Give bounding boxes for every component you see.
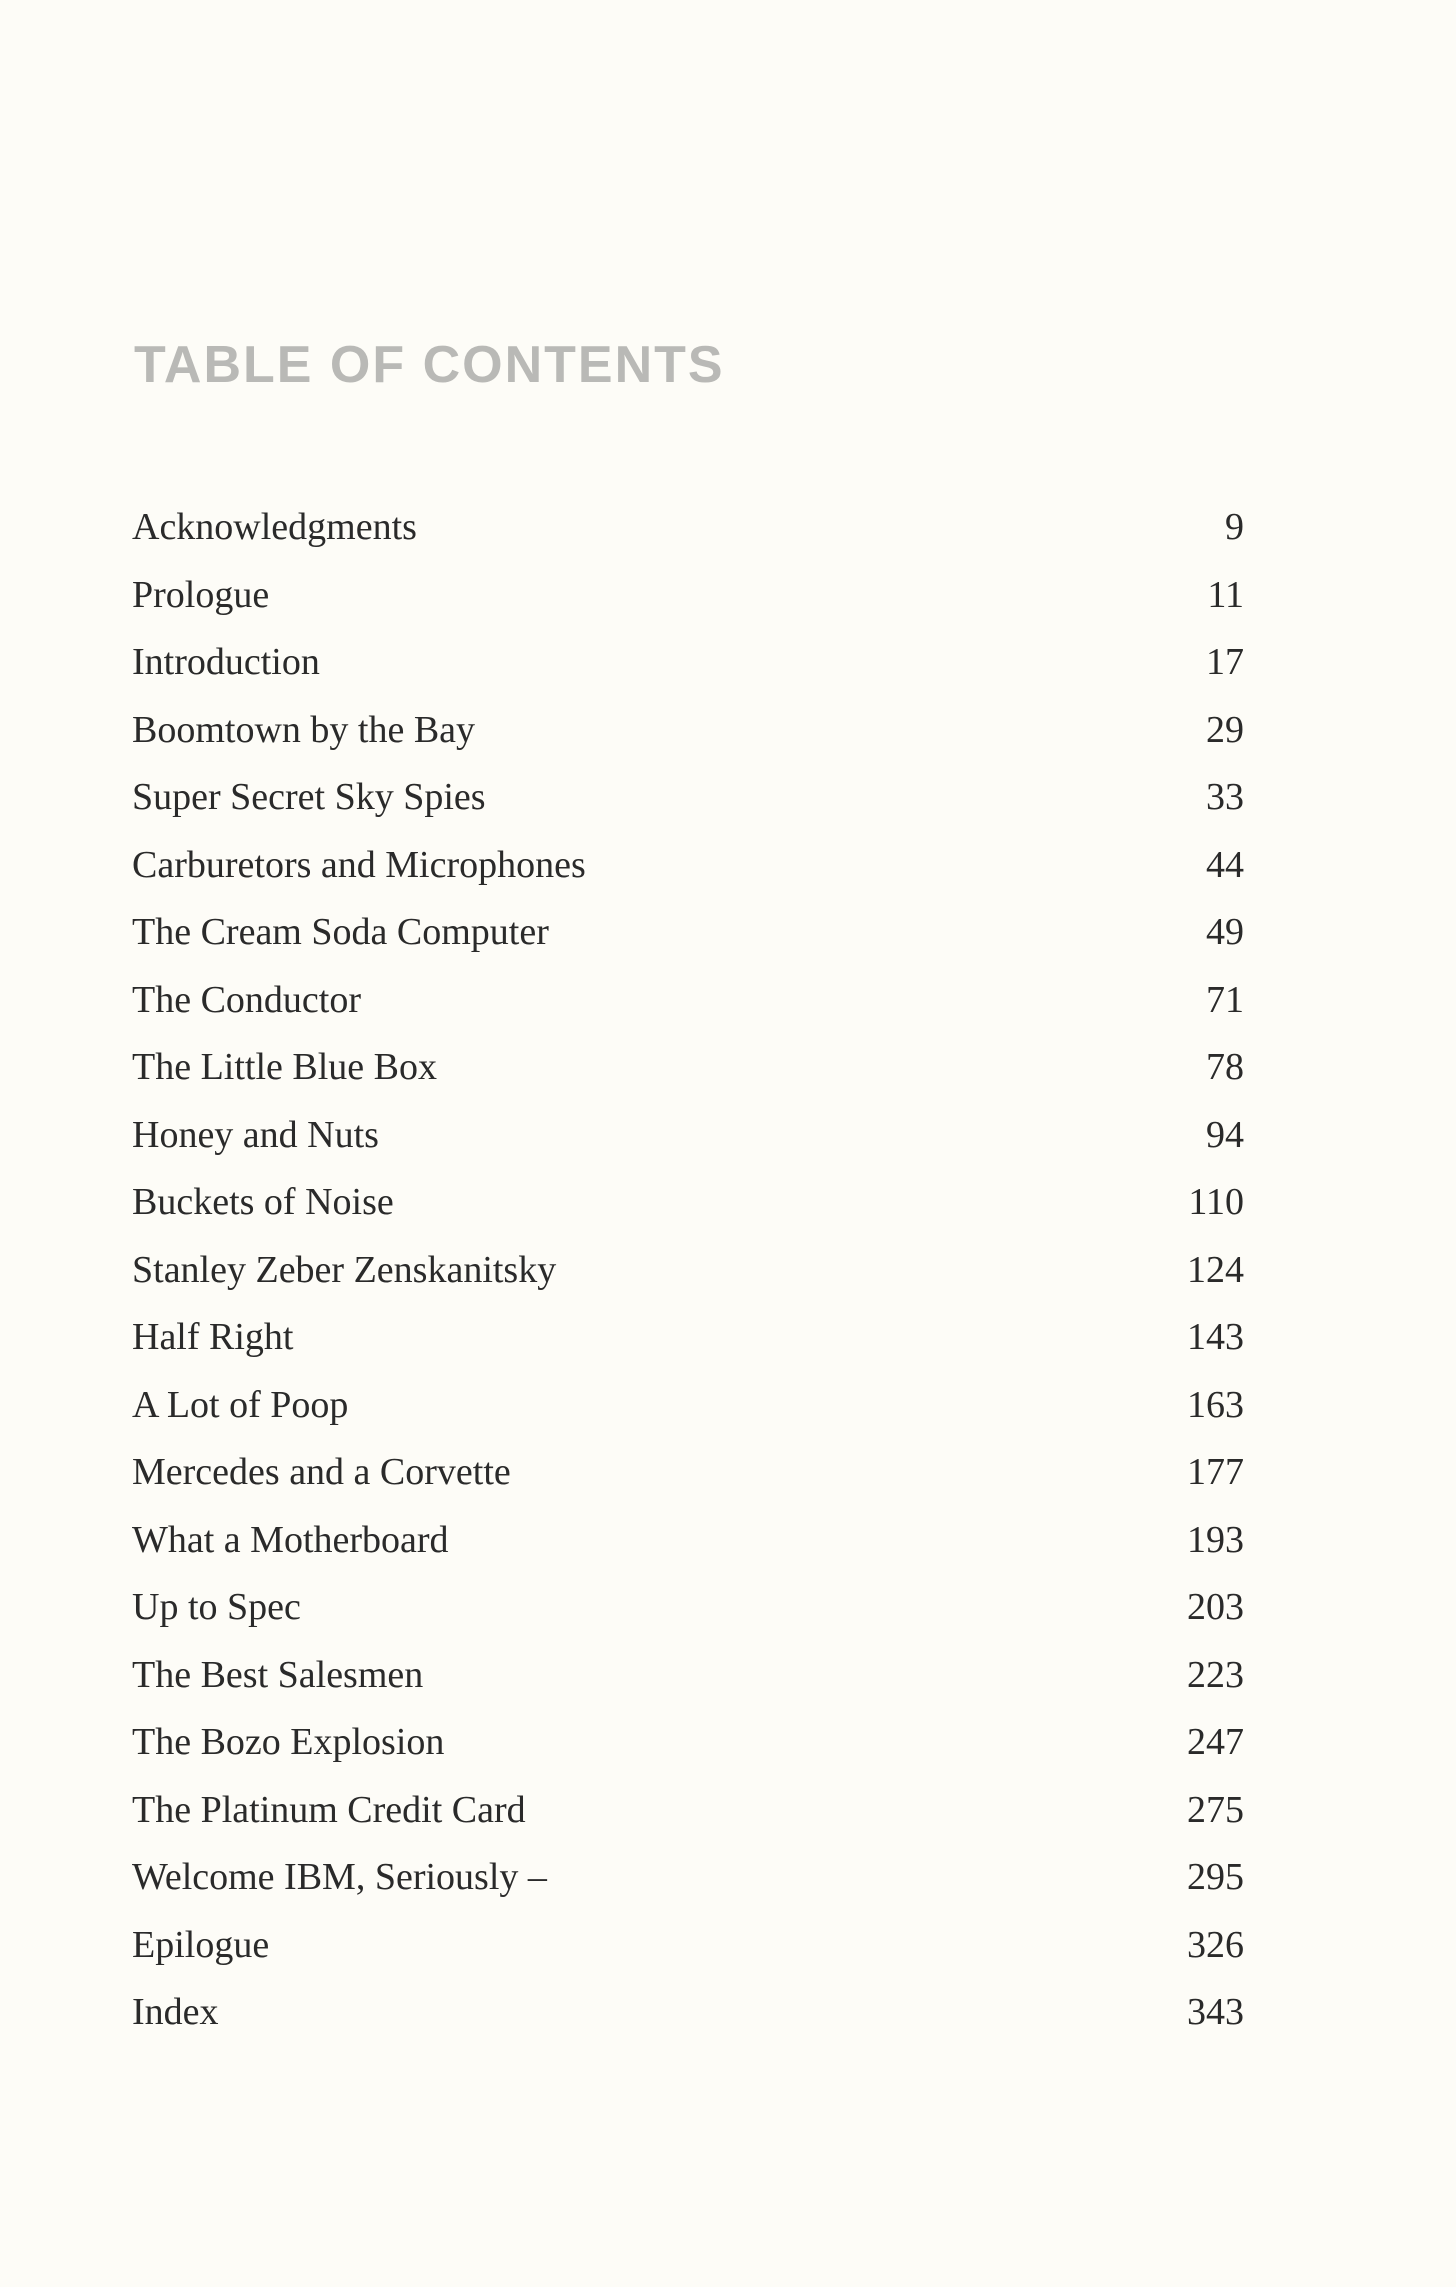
toc-entry-page-number: 193 xyxy=(1187,1518,1244,1561)
toc-entry-title: Index xyxy=(132,1991,219,2033)
toc-entry xyxy=(132,1169,1244,1237)
toc-entry-title: Half Right xyxy=(132,1316,294,1358)
toc-entry-page-number: 124 xyxy=(1187,1248,1244,1291)
toc-entry xyxy=(132,494,1244,562)
toc-entry xyxy=(132,1372,1244,1440)
toc-entry-title: The Conductor xyxy=(132,978,362,1021)
toc-entry xyxy=(132,764,1244,832)
toc-entry-page-number: 247 xyxy=(1187,1721,1244,1763)
toc-entry-page-number: 177 xyxy=(1187,1451,1244,1493)
toc-entry xyxy=(132,1844,1244,1912)
toc-entry-page-number: 33 xyxy=(1206,776,1244,818)
toc-entry-page-number: 17 xyxy=(1206,641,1244,683)
toc-entry xyxy=(132,1912,1244,1980)
toc-entry xyxy=(132,1979,1244,2047)
toc-entry-page-number: 49 xyxy=(1206,911,1244,953)
toc-entry-title: Acknowledgments xyxy=(132,506,417,548)
toc-entry-page-number: 203 xyxy=(1187,1586,1244,1628)
toc-entry xyxy=(132,1709,1244,1777)
toc-entry xyxy=(132,1237,1244,1305)
toc-entry-page-number: 223 xyxy=(1187,1653,1244,1696)
toc-list xyxy=(132,494,1244,2047)
toc-entry xyxy=(132,832,1244,900)
toc-entry-page-number: 163 xyxy=(1187,1383,1244,1426)
toc-entry-title: Boomtown by the Bay xyxy=(132,708,476,751)
toc-entry-title: Buckets of Noise xyxy=(132,1181,394,1223)
toc-entry-title: A Lot of Poop xyxy=(132,1383,349,1426)
toc-entry-page-number: 71 xyxy=(1206,978,1244,1021)
toc-entry xyxy=(132,697,1244,765)
toc-entry xyxy=(132,1034,1244,1102)
toc-entry-page-number: 94 xyxy=(1206,1113,1244,1156)
toc-entry-title: Up to Spec xyxy=(132,1586,301,1628)
toc-entry xyxy=(132,1777,1244,1845)
toc-entry-page-number: 143 xyxy=(1187,1316,1244,1358)
toc-entry-title: Introduction xyxy=(132,641,320,683)
toc-entry-title: The Little Blue Box xyxy=(132,1046,438,1088)
toc-entry-title: The Cream Soda Computer xyxy=(132,911,549,953)
toc-entry-title: Welcome IBM, Seriously – xyxy=(132,1856,547,1898)
toc-entry xyxy=(132,1574,1244,1642)
toc-entry-page-number: 295 xyxy=(1187,1856,1244,1898)
toc-entry-title: What a Motherboard xyxy=(132,1518,449,1561)
toc-entry-page-number: 275 xyxy=(1187,1788,1244,1831)
toc-entry-title: The Best Salesmen xyxy=(132,1653,424,1696)
toc-entry-title: Honey and Nuts xyxy=(132,1113,379,1156)
toc-entry xyxy=(132,1507,1244,1575)
toc-entry-page-number: 29 xyxy=(1206,708,1244,751)
toc-entry-title: Epilogue xyxy=(132,1923,270,1966)
toc-entry-page-number: 44 xyxy=(1206,843,1244,886)
toc-entry-title: Super Secret Sky Spies xyxy=(132,776,486,818)
toc-entry xyxy=(132,629,1244,697)
toc-entry xyxy=(132,1439,1244,1507)
toc-entry-title: The Platinum Credit Card xyxy=(132,1788,526,1831)
toc-entry xyxy=(132,899,1244,967)
toc-entry-page-number: 326 xyxy=(1187,1923,1244,1966)
toc-entry-title: The Bozo Explosion xyxy=(132,1721,445,1763)
toc-entry-page-number: 9 xyxy=(1225,506,1244,548)
toc-entry xyxy=(132,967,1244,1035)
toc-entry-page-number: 78 xyxy=(1206,1046,1244,1088)
toc-entry xyxy=(132,1102,1244,1170)
toc-entry xyxy=(132,1304,1244,1372)
toc-entry xyxy=(132,562,1244,630)
toc-entry-page-number: 110 xyxy=(1188,1181,1244,1223)
page-title: TABLE OF CONTENTS xyxy=(134,336,725,394)
toc-entry-title: Mercedes and a Corvette xyxy=(132,1451,511,1493)
toc-entry-title: Stanley Zeber Zenskanitsky xyxy=(132,1248,557,1291)
toc-entry-title: Carburetors and Microphones xyxy=(132,843,586,886)
toc-entry xyxy=(132,1642,1244,1710)
toc-entry-page-number: 11 xyxy=(1207,573,1244,616)
toc-entry-title: Prologue xyxy=(132,573,270,616)
toc-entry-page-number: 343 xyxy=(1187,1991,1244,2033)
